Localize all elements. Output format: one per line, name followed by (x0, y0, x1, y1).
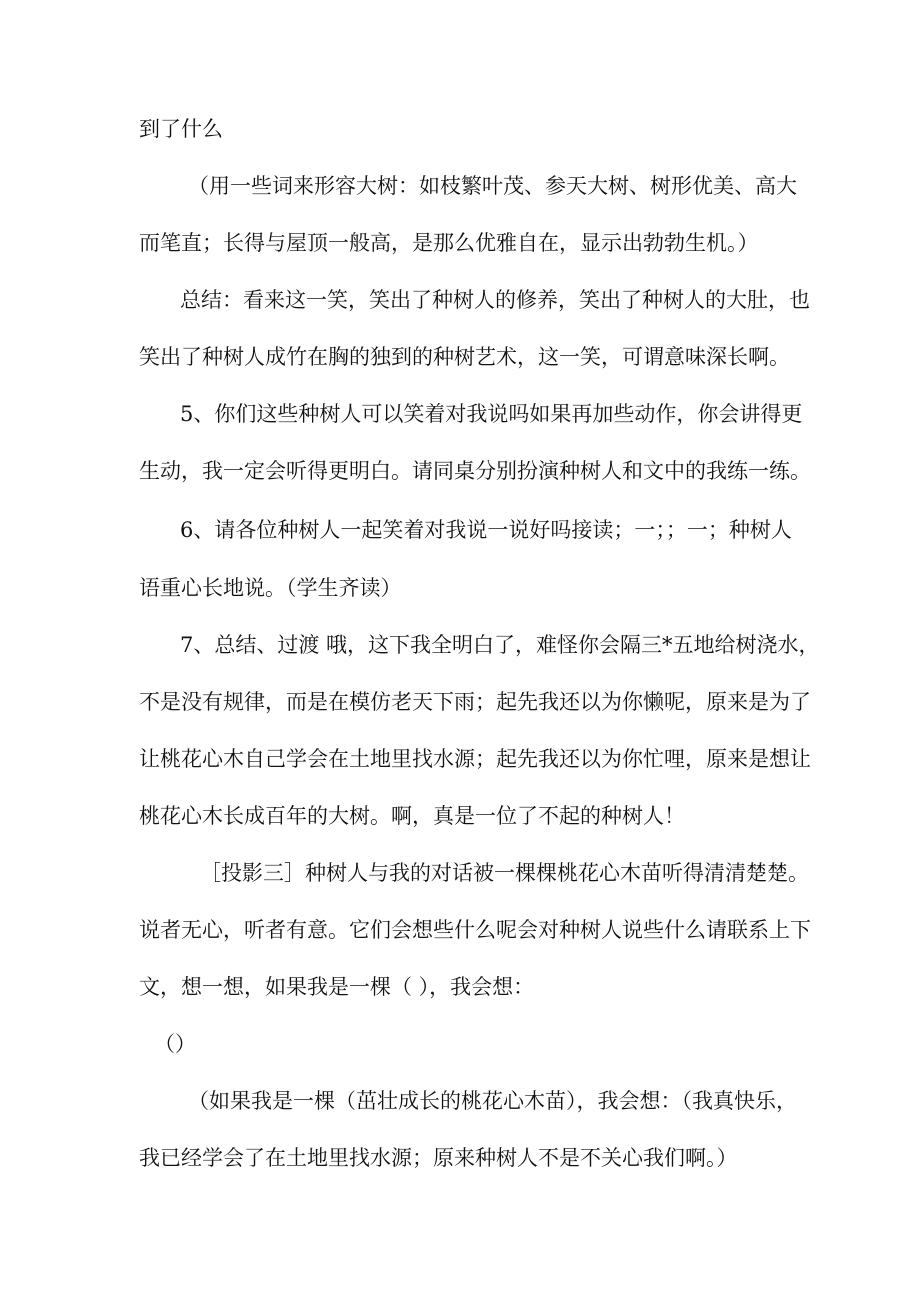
text-line-3: 而笔直；长得与屋顶一般高，是那么优雅自在，显示出勃勃生机。） (139, 231, 759, 255)
text-line-6: 5、你们这些种树人可以笑着对我说吗如果再加些动作，你会讲得更 (180, 402, 803, 426)
text-line-19: 我已经学会了在土地里找水源；原来种树人不是不关心我们啊。） (139, 1146, 738, 1170)
text-line-8: 6、请各位种树人一起笑着对我说一说好吗接读；一；；一；种树人 (180, 518, 792, 542)
text-line-12: 让桃花心木自己学会在土地里找水源；起先我还以为你忙哩，原来是想让 (139, 747, 811, 771)
text-line-9: 语重心长地说。（学生齐读） (139, 576, 402, 600)
text-line-5: 笑出了种树人成竹在胸的独到的种树艺术，这一笑，可谓意味深长啊。 (139, 345, 790, 369)
text-line-1: 到了什么 (139, 117, 223, 141)
text-line-13: 桃花心木长成百年的大树。啊，真是一位了不起的种树人！ (139, 804, 685, 828)
text-line-11: 不是没有规律，而是在模仿老天下雨；起先我还以为你懒呢，原来是为了 (139, 690, 811, 714)
text-line-14: ［投影三］种树人与我的对话被一棵棵桃花心木苗听得清清楚楚。 (200, 861, 809, 885)
text-line-4: 总结：看来这一笑，笑出了种树人的修养，笑出了种树人的大肚，也 (180, 288, 810, 312)
text-line-15: 说者无心，听者有意。它们会想些什么呢会对种树人说些什么请联系上下 (139, 918, 811, 942)
text-line-10: 7、总结、过渡 哦，这下我全明白了，难怪你会隔三*五地给树浇水， (180, 633, 820, 657)
text-line-17: （） (154, 1032, 196, 1056)
text-line-18: （如果我是一棵（茁壮成长的桃花心木苗），我会想：（我真快乐， (188, 1089, 797, 1113)
text-line-7: 生动，我一定会听得更明白。请同桌分别扮演种树人和文中的我练一练。 (139, 459, 811, 483)
text-line-2: （用一些词来形容大树：如枝繁叶茂、参天大树、树形优美、高大 (188, 174, 797, 198)
text-line-16: 文，想一想，如果我是一棵（ ），我会想： (139, 975, 535, 999)
